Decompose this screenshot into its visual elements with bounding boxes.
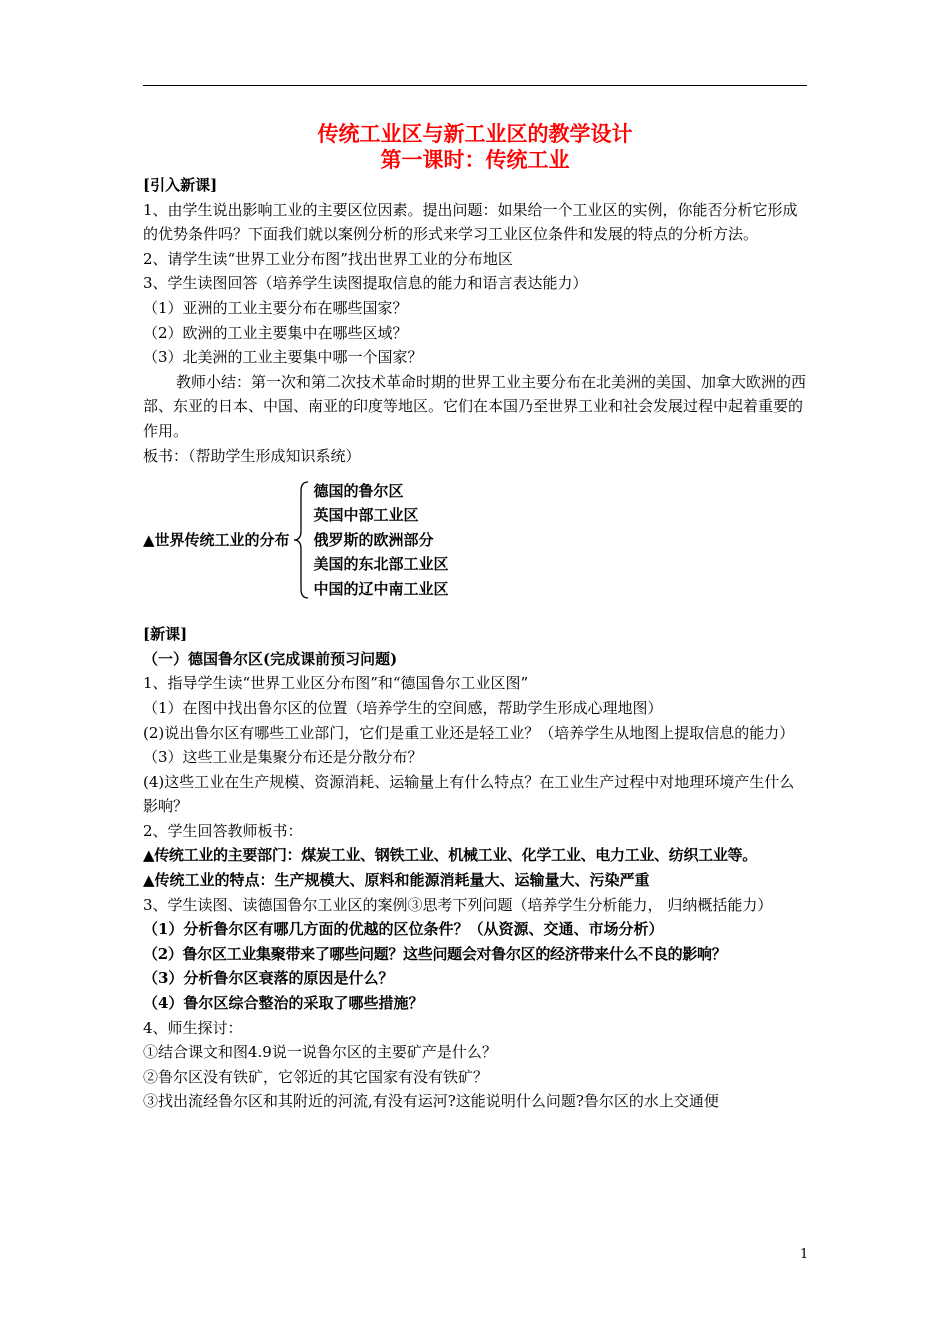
tree-items (314, 479, 449, 602)
bold-question-2: （2）鲁尔区工业集聚带来了哪些问题？这些问题会对鲁尔区的经济带来什么不良的影响？ (143, 944, 727, 963)
newlesson-question-4: (4)这些工业在生产规模、资源消耗、运输量上有什么特点？在工业生产过程中对地理环境产生什么影响？ (143, 772, 795, 816)
teacher-summary: 教师小结：第一次和第二次技术革命时期的世界工业主要分布在北美洲的美国、加拿大欧洲的西部、东亚的日本、中国、南亚的印度等地区。它们在本国乃至世界工业和社会发展过程中起着重要的作用。 (143, 372, 807, 440)
doc-subtitle: 第一课时：传统工业 (380, 147, 570, 172)
newlesson-question-3: （3）这些工业是集聚分布还是分散分布？ (143, 748, 423, 767)
tree-item: 英国中部工业区 (313, 506, 419, 525)
tree-label: ▲世界传统工业的分布 (143, 530, 290, 549)
discussion-item-3: ③找出流经鲁尔区和其附近的河流,有没有运河?这能说明什么问题?鲁尔区的水上交通便 (143, 1092, 719, 1111)
intro-question-1: （1）亚洲的工业主要分布在哪些国家？ (143, 298, 408, 317)
newlesson-paragraph-1: 1、指导学生读“世界工业区分布图”和“德国鲁尔工业区图” (143, 674, 529, 693)
tree-item: 中国的辽中南工业区 (313, 580, 449, 599)
newlesson-question-1: （1）在图中找出鲁尔区的位置（培养学生的空间感，帮助学生形成心理地图） (143, 698, 663, 717)
bold-question-3: （3）分析鲁尔区衰落的原因是什么？ (143, 969, 394, 988)
header-rule (143, 85, 807, 86)
tree-item: 德国的鲁尔区 (313, 481, 404, 500)
newlesson-paragraph-3: 3、学生读图、读德国鲁尔工业区的案例③思考下列问题（培养学生分析能力， 归纳概括能力） (143, 895, 773, 914)
section-1-heading: （一）德国鲁尔区(完成课前预习问题) (143, 649, 398, 668)
discussion-item-2: ②鲁尔区没有铁矿，它邻近的其它国家有没有铁矿？ (143, 1067, 489, 1086)
intro-paragraph-1: 1、由学生说出影响工业的主要区位因素。提出问题：如果给一个工业区的实例，你能否分析它形成的优势条件吗？下面我们就以案例分析的形式来学习工业区位条件和发展的特点的分析方法。 (143, 200, 798, 244)
board-note: 板书：（帮助学生形成知识系统） (143, 446, 361, 465)
newlesson-heading: [新课] (143, 625, 188, 644)
newlesson-paragraph-4: 4、师生探讨： (143, 1018, 243, 1037)
intro-paragraph-2: 2、请学生读“世界工业分布图”找出世界工业的分布地区 (143, 249, 513, 268)
newlesson-question-2: (2)说出鲁尔区有哪些工业部门，它们是重工业还是轻工业？（培养学生从地图上提取信息的能力） (143, 723, 795, 742)
bold-question-4: （4）鲁尔区综合整治的采取了哪些措施？ (143, 994, 424, 1013)
tree-item: 美国的东北部工业区 (313, 555, 449, 574)
doc-title: 传统工业区与新工业区的教学设计 (317, 121, 633, 146)
intro-question-2: （2）欧洲的工业主要集中在哪些区域？ (143, 323, 408, 342)
bold-question-1: （1）分析鲁尔区有哪几方面的优越的区位条件？（从资源、交通、市场分析） (143, 920, 664, 939)
newlesson-paragraph-2: 2、学生回答教师板书： (143, 821, 303, 840)
main-sectors: ▲传统工业的主要部门：煤炭工业、钢铁工业、机械工业、化学工业、电力工业、纺织工业等。 (143, 846, 757, 865)
characteristics: ▲传统工业的特点：生产规模大、原料和能源消耗量大、运输量大、污染严重 (143, 871, 650, 890)
distribution-tree (143, 478, 809, 602)
intro-heading: [引入新课] (143, 176, 218, 194)
document-body (143, 173, 809, 1114)
discussion-item-1: ①结合课文和图4.9说一说鲁尔区的主要矿产是什么？ (143, 1043, 497, 1062)
left-brace-icon (292, 481, 310, 599)
tree-item: 俄罗斯的欧洲部分 (313, 530, 434, 549)
page-number: 1 (800, 1247, 809, 1262)
intro-paragraph-3: 3、学生读图回答（培养学生读图提取信息的能力和语言表达能力） (143, 274, 588, 293)
intro-question-3: （3）北美洲的工业主要集中哪一个国家？ (143, 348, 423, 367)
